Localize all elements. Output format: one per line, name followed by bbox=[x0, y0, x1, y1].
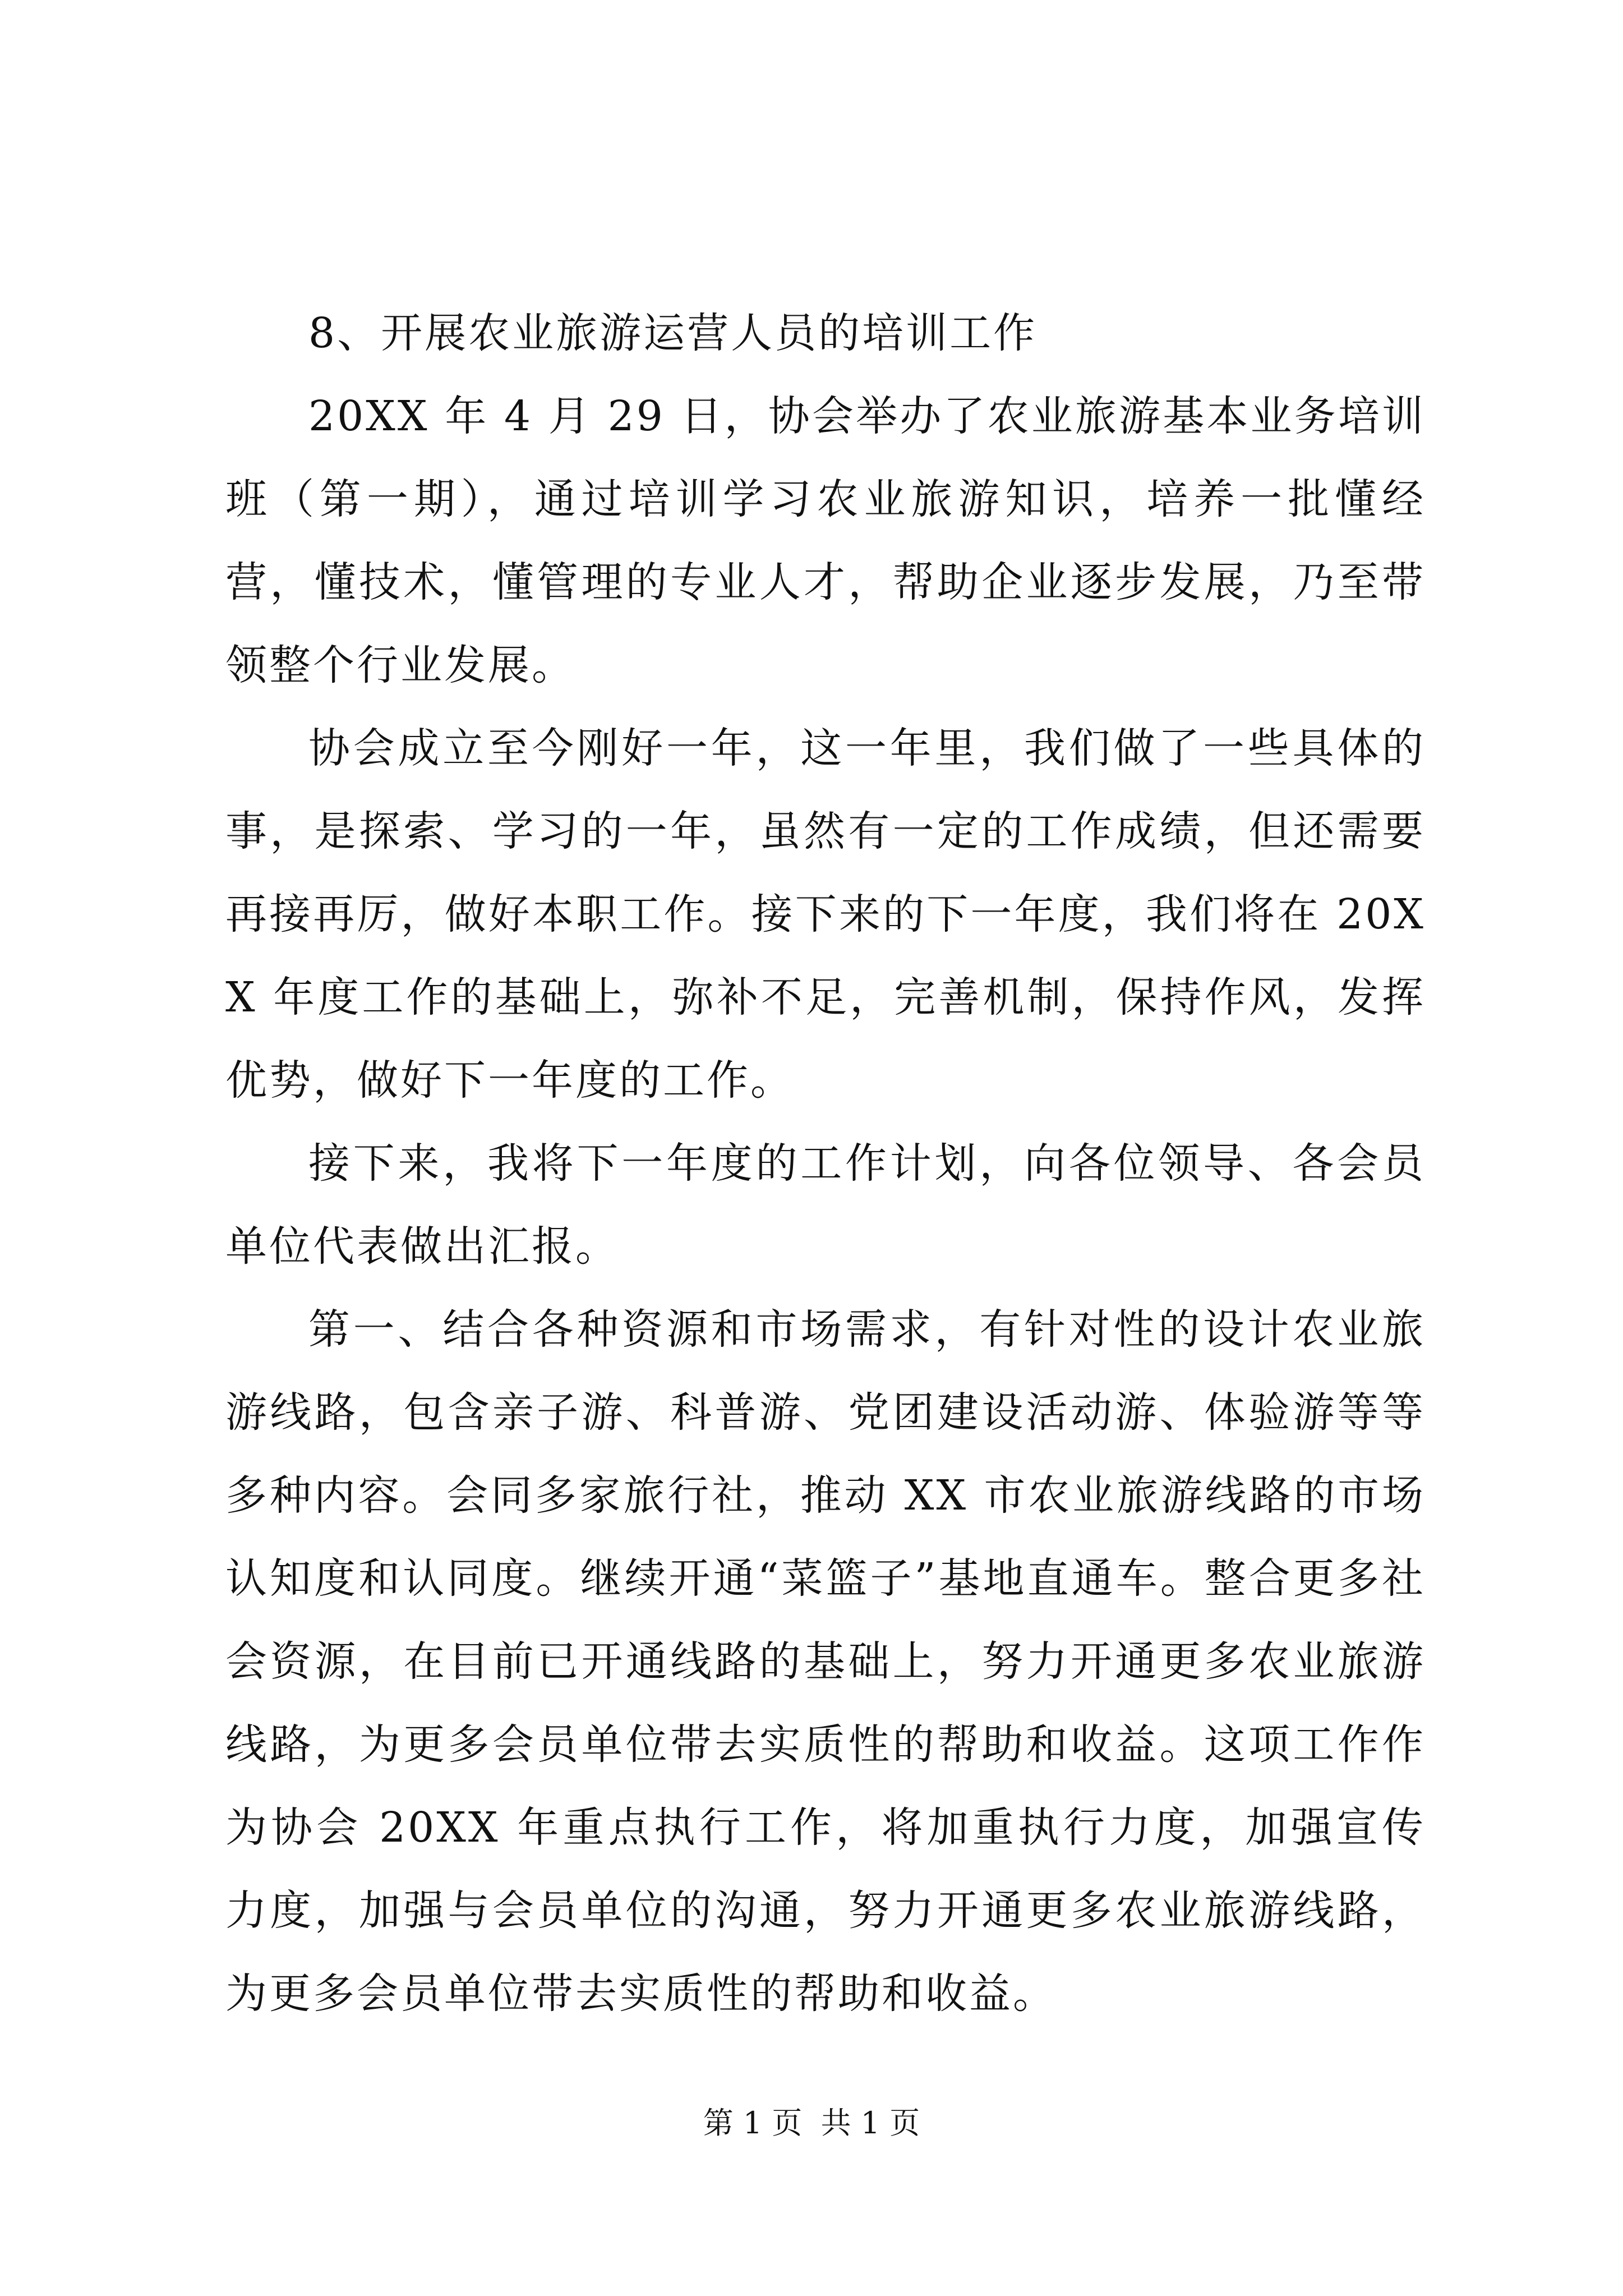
page-total: 共 1 页 bbox=[820, 2105, 920, 2141]
document-body bbox=[225, 292, 1426, 2035]
paragraph-summary: 协会成立至今刚好一年，这一年里，我们做了一些具体的事，是探索、学习的一年，虽然有一定的工作成绩，但还需要再接再厉，做好本职工作。接下来的下一年度，我们将在 20XX 年度工作的基础上，弥补不足，完善机制，保持作风，发挥优势，做好下一年度的工作。 bbox=[225, 724, 1426, 1105]
paragraph-training: 20XX 年 4 月 29 日，协会举办了农业旅游基本业务培训班（第一期），通过培训学习农业旅游知识，培养一批懂经营，懂技术，懂管理的专业人才，帮助企业逐步发展，乃至带领整个行业发展。 bbox=[225, 392, 1426, 689]
page-footer bbox=[0, 2104, 1623, 2143]
section-heading: 8、开展农业旅游运营人员的培训工作 bbox=[308, 309, 1038, 357]
page-number: 第 1 页 bbox=[703, 2105, 803, 2141]
paragraph-transition: 接下来，我将下一年度的工作计划，向各位领导、各会员单位代表做出汇报。 bbox=[225, 1139, 1426, 1271]
paragraph-plan-first: 第一、结合各种资源和市场需求，有针对性的设计农业旅游线路，包含亲子游、科普游、党团建设活动游、体验游等等多种内容。会同多家旅行社，推动 XX 市农业旅游线路的市场认知度和认同度。继续开通“菜篮子”基地直通车。整合更多社会资源，在目前已开通线路的基础上，努力开通更多农业旅游线路，为更多会员单位带去实质性的帮助和收益。这项工作作为协会 20XX 年重点执行工作，将加重执行力度，加强宣传力度，加强与会员单位的沟通，努力开通更多农业旅游线路，为更多会员单位带去实质性的帮助和收益。 bbox=[225, 1305, 1426, 2018]
